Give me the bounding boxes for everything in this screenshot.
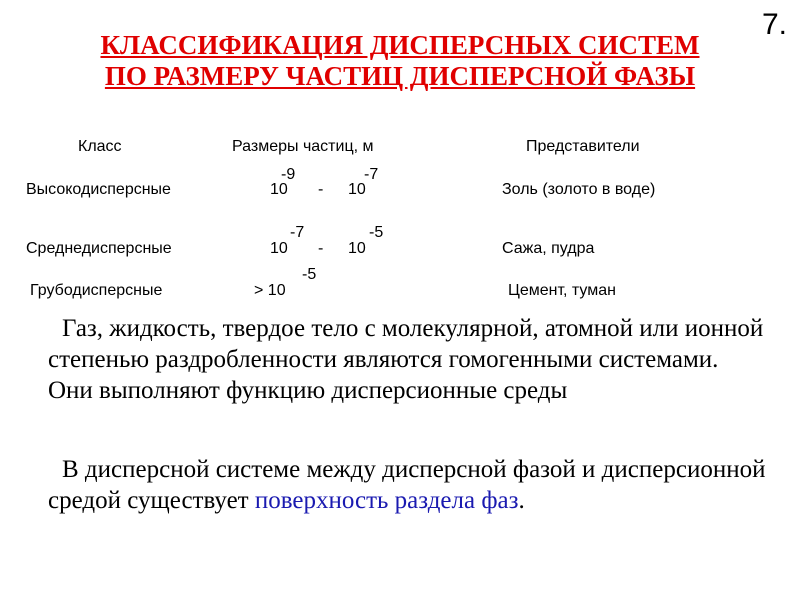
size-base: > 10: [254, 282, 286, 299]
header-examples: Представители: [526, 138, 640, 155]
exponent: -5: [302, 266, 317, 283]
title-line-1: КЛАССИФИКАЦИЯ ДИСПЕРСНЫХ СИСТЕМ: [100, 30, 700, 60]
exponent: -7: [290, 224, 305, 241]
title-line-2: ПО РАЗМЕРУ ЧАСТИЦ ДИСПЕРСНОЙ ФАЗЫ: [104, 61, 696, 91]
header-size: Размеры частиц, м: [232, 138, 374, 155]
slide-title: [40, 30, 760, 92]
paragraph-end: .: [518, 487, 525, 514]
size-base: 10: [270, 181, 288, 198]
row-example: Золь (золото в воде): [502, 181, 656, 198]
row-class: Высокодисперсные: [26, 181, 171, 198]
header-class: Класс: [78, 138, 122, 155]
paragraph-text: Газ, жидкость, твердое тело с молекулярной, атомной или ионной степенью раздробленности являются гомогенными системами. Они выполняют функцию дисперсионные среды: [48, 315, 764, 404]
slide-number: 7.: [762, 8, 788, 41]
size-dash: -: [318, 240, 324, 257]
exponent: -9: [281, 166, 296, 183]
size-base: 10: [270, 240, 288, 257]
row-class: Среднедисперсные: [26, 240, 172, 257]
paragraph-homogeneous: [48, 313, 768, 406]
highlighted-term: поверхность раздела фаз: [254, 487, 519, 514]
size-base: 10: [348, 240, 366, 257]
paragraph-interface: [48, 454, 768, 516]
exponent: -5: [369, 224, 384, 241]
size-base: 10: [348, 181, 366, 198]
paragraph-text: В дисперсной системе между дисперсной фазой и дисперсионной средой существует: [48, 456, 766, 514]
row-example: Цемент, туман: [508, 282, 616, 299]
size-dash: -: [318, 181, 324, 198]
row-class: Грубодисперсные: [30, 282, 163, 299]
exponent: -7: [364, 166, 379, 183]
row-example: Сажа, пудра: [502, 240, 595, 257]
